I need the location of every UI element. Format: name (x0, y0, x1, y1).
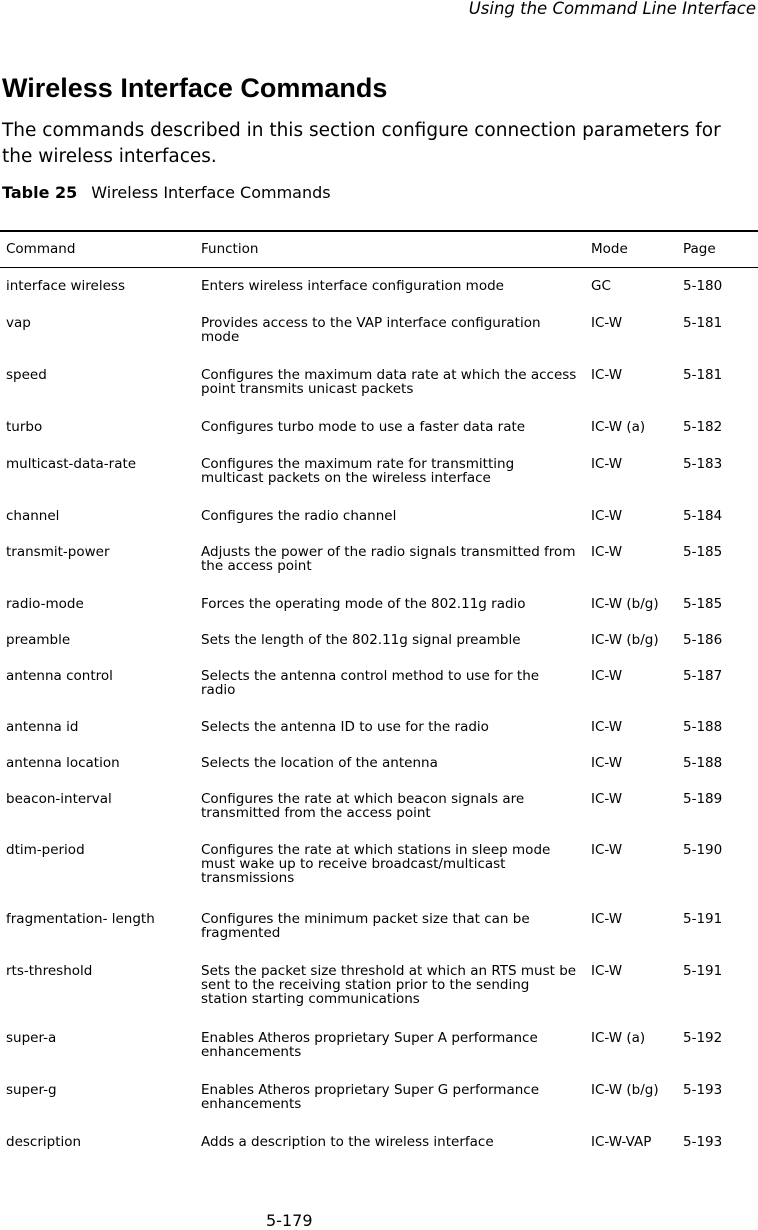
function-cell: Sets the length of the 802.11g signal preamble (201, 632, 521, 648)
mode-cell: IC-W (a) (591, 1030, 646, 1046)
table-row (0, 305, 758, 357)
page-cell: 5-186 (683, 632, 723, 648)
page-cell: 5-181 (683, 315, 723, 331)
table-row (0, 781, 758, 832)
column-header-page: Page (683, 241, 716, 257)
command-cell: dtim-period (6, 842, 85, 858)
command-cell: preamble (6, 632, 71, 648)
table-caption-label: Table 25 (2, 183, 78, 202)
command-cell: super-g (6, 1082, 57, 1098)
table-row (0, 586, 758, 622)
table-row (0, 622, 758, 658)
command-cell: antenna location (6, 755, 120, 771)
page-cell: 5-185 (683, 544, 723, 560)
mode-cell: IC-W (a) (591, 419, 646, 435)
page-number: 5-179 (266, 1211, 313, 1230)
page-cell: 5-191 (683, 911, 723, 927)
function-cell: Selects the antenna ID to use for the radio (201, 719, 489, 735)
page-cell: 5-188 (683, 755, 723, 771)
mode-cell: IC-W (b/g) (591, 596, 659, 612)
command-cell: interface wireless (6, 278, 125, 294)
page-cell: 5-183 (683, 456, 723, 472)
mode-cell: IC-W (591, 544, 623, 560)
command-cell: radio-mode (6, 596, 84, 612)
section-title: Wireless Interface Commands (2, 73, 388, 103)
command-cell: fragmentation- length (6, 911, 155, 927)
function-cell: Adds a description to the wireless interface (201, 1134, 494, 1150)
page-cell: 5-185 (683, 596, 723, 612)
running-header: Using the Command Line Interface (468, 0, 756, 18)
command-cell: description (6, 1134, 82, 1150)
function-cell: Configures the maximum data rate at which the access point transmits unicast packets (201, 367, 577, 397)
function-cell: Configures the minimum packet size that can be fragmented (201, 911, 530, 941)
mode-cell: GC (591, 278, 611, 294)
command-cell: antenna control (6, 668, 113, 684)
function-cell: Configures the maximum rate for transmitting multicast packets on the wireless interface (201, 456, 515, 486)
table-row (0, 709, 758, 745)
page-cell: 5-188 (683, 719, 723, 735)
table-row (0, 1124, 758, 1160)
page-cell: 5-189 (683, 791, 723, 807)
command-cell: turbo (6, 419, 43, 435)
function-cell: Enters wireless interface configuration mode (201, 278, 504, 294)
command-cell: speed (6, 367, 47, 383)
page-cell: 5-187 (683, 668, 723, 684)
mode-cell: IC-W (591, 367, 623, 383)
table-row (0, 268, 758, 305)
mode-cell: IC-W (b/g) (591, 632, 659, 648)
table-row (0, 953, 758, 1020)
table-row (0, 409, 758, 446)
function-cell: Configures turbo mode to use a faster data rate (201, 419, 526, 435)
table-row (0, 745, 758, 781)
table-row (0, 832, 758, 901)
command-cell: antenna id (6, 719, 79, 735)
function-cell: Selects the antenna control method to use for the radio (201, 668, 540, 698)
table-caption-text: Wireless Interface Commands (91, 183, 331, 202)
mode-cell: IC-W (591, 911, 623, 927)
table-row (0, 357, 758, 409)
function-cell: Forces the operating mode of the 802.11g radio (201, 596, 526, 612)
column-header-mode: Mode (591, 241, 628, 257)
table-row (0, 1020, 758, 1072)
function-cell: Provides access to the VAP interface configuration mode (201, 315, 541, 345)
mode-cell: IC-W (591, 508, 623, 524)
commands-table (0, 230, 758, 1160)
function-cell: Adjusts the power of the radio signals transmitted from the access point (201, 544, 576, 574)
page-cell: 5-193 (683, 1134, 723, 1150)
page-cell: 5-182 (683, 419, 723, 435)
column-header-command: Command (6, 241, 76, 257)
mode-cell: IC-W (591, 791, 623, 807)
mode-cell: IC-W (591, 755, 623, 771)
command-cell: vap (6, 315, 31, 331)
mode-cell: IC-W (591, 842, 623, 858)
function-cell: Sets the packet size threshold at which an RTS must be sent to the receiving station prior to the sending station starting communications (201, 963, 577, 1007)
mode-cell: IC-W (591, 963, 623, 979)
table-caption (2, 183, 331, 203)
page-cell: 5-181 (683, 367, 723, 383)
page-cell: 5-184 (683, 508, 723, 524)
mode-cell: IC-W (591, 719, 623, 735)
mode-cell: IC-W (591, 456, 623, 472)
column-header-function: Function (201, 241, 259, 257)
table-header-row (0, 232, 758, 268)
function-cell: Enables Atheros proprietary Super G performance enhancements (201, 1082, 540, 1112)
mode-cell: IC-W (591, 315, 623, 331)
page-cell: 5-192 (683, 1030, 723, 1046)
table-row (0, 446, 758, 498)
page-cell: 5-191 (683, 963, 723, 979)
function-cell: Configures the rate at which beacon signals are transmitted from the access point (201, 791, 525, 821)
table-row (0, 658, 758, 709)
table-row (0, 498, 758, 534)
command-cell: channel (6, 508, 60, 524)
table-row (0, 1072, 758, 1124)
command-cell: beacon-interval (6, 791, 112, 807)
command-cell: rts-threshold (6, 963, 93, 979)
page-cell: 5-180 (683, 278, 723, 294)
page-cell: 5-193 (683, 1082, 723, 1098)
function-cell: Selects the location of the antenna (201, 755, 438, 771)
command-cell: multicast-data-rate (6, 456, 137, 472)
function-cell: Configures the rate at which stations in sleep mode must wake up to receive broadcast/multicast transmissions (201, 842, 551, 886)
page-cell: 5-190 (683, 842, 723, 858)
table-row (0, 901, 758, 953)
command-cell: super-a (6, 1030, 57, 1046)
table-row (0, 534, 758, 586)
mode-cell: IC-W (b/g) (591, 1082, 659, 1098)
function-cell: Configures the radio channel (201, 508, 397, 524)
mode-cell: IC-W-VAP (591, 1134, 652, 1150)
mode-cell: IC-W (591, 668, 623, 684)
intro-paragraph: The commands described in this section configure connection parameters for the wireless interfaces. (2, 120, 721, 167)
command-cell: transmit-power (6, 544, 110, 560)
function-cell: Enables Atheros proprietary Super A performance enhancements (201, 1030, 538, 1060)
